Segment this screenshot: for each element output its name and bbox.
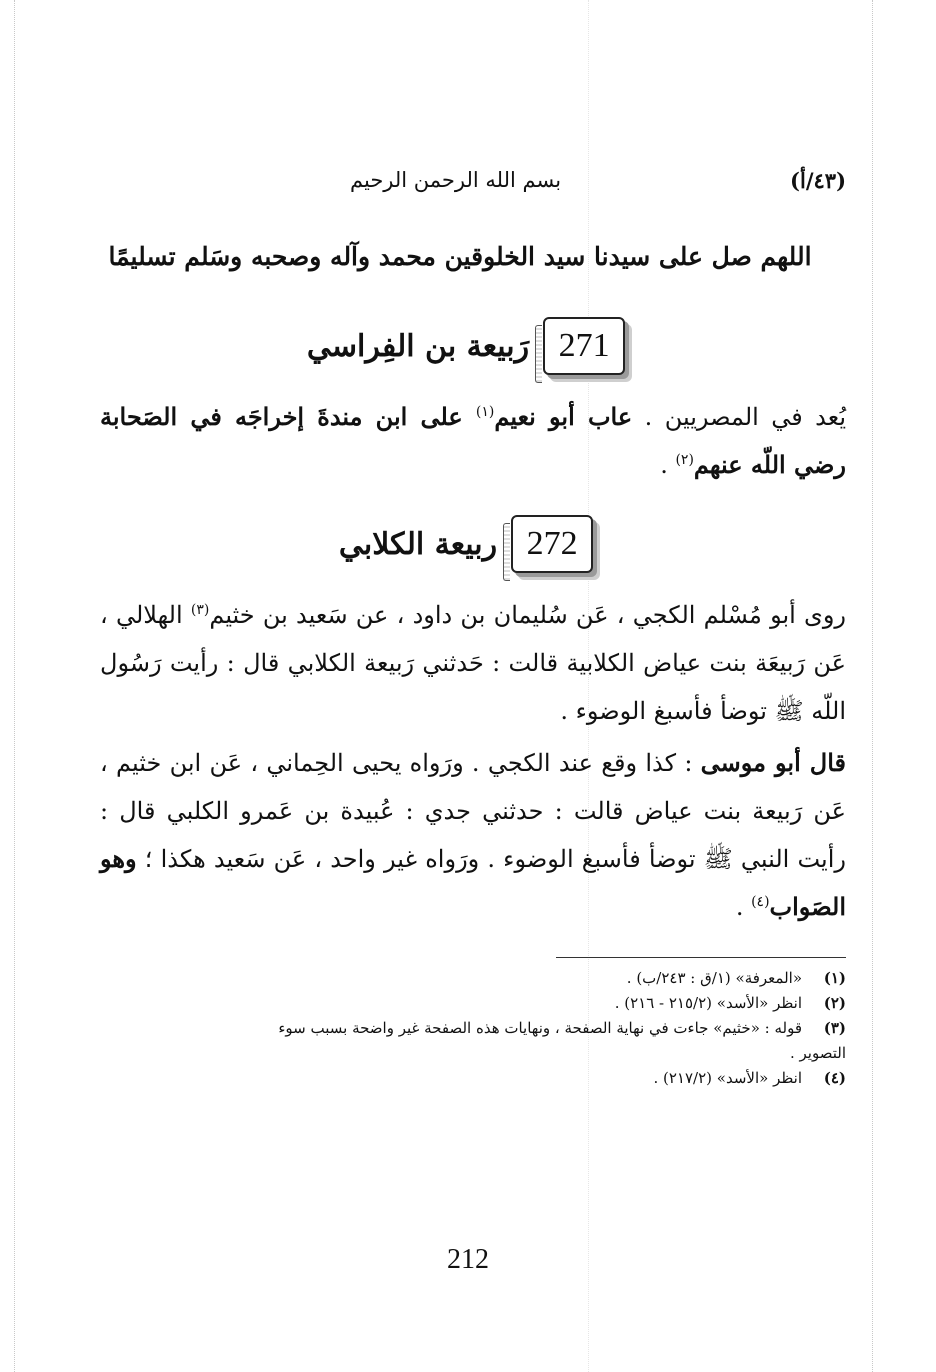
bold-run: عاب أبو نعيم xyxy=(494,402,633,431)
page-number: 212 xyxy=(447,1244,489,1275)
footnote-number: (٢) xyxy=(823,994,846,1012)
footnote-text: «المعرفة» (١/ق : ٢٤٣/ب) . xyxy=(626,969,802,987)
entry-272-paragraph-1 xyxy=(100,591,846,735)
entry-number-box xyxy=(511,515,593,573)
text-run: : كذا وقع عند الكجي . ورَواه يحيى الحِماني ، عَن ابن خثيم ، عَن رَبيعة بنت عياض قالت : حدثني جدي : عُبيدة بن عَمرو الكلبي قال : رأيت النبي ﷺ توضأ فأسبغ الوضوء . ورَواه غير واحد ، عَن سَعيد هكذا ؛ xyxy=(100,749,846,873)
entry-272-heading xyxy=(100,515,846,573)
basmala: بسم الله الرحمن الرحيم xyxy=(350,168,562,192)
folio-marker: (٤٣/أ) xyxy=(790,167,846,193)
entry-title: ربيعة الكلابي xyxy=(338,526,498,562)
text-run: يُعد في المصريين . xyxy=(632,403,847,431)
text-run: روى أبو مُسْلم الكجي ، عَن سُليمان بن داود ، عن سَعيد بن خثيم xyxy=(209,601,846,629)
footnote-text: قوله : «خثيم» جاءت في نهاية الصفحة ، ونهايات هذه الصفحة غير واضحة بسبب سوء xyxy=(278,1019,802,1037)
footnotes xyxy=(100,966,846,1091)
right-margin-dots xyxy=(872,0,873,1372)
entry-number: 271 xyxy=(558,327,610,364)
page-header xyxy=(100,160,846,200)
footnote-ref: (٤) xyxy=(751,894,770,910)
text-run: الهلالي ، عَن رَبيعَة بنت عياض الكلابية قالت : حَدثني رَبيعة الكلابي قال : رأيت رَسُول اللّه ﷺ توضأ فأسبغ الوضوء . xyxy=(100,601,846,725)
footnote xyxy=(100,1066,846,1091)
footnote-number: (٣) xyxy=(823,1019,846,1037)
bold-run: قال أبو موسى xyxy=(700,748,846,777)
bold-run: وهو الصَواب xyxy=(100,844,846,921)
left-margin-dots xyxy=(14,0,15,1372)
entry-number-box xyxy=(543,317,625,375)
footnote-text: انظر «الأسد» (٢١٧/٢) . xyxy=(653,1069,802,1087)
page-body xyxy=(100,160,846,1091)
entry-title: رَبيعة بن الفِراسي xyxy=(306,328,530,364)
entry-272-paragraph-2 xyxy=(100,739,846,931)
footnote xyxy=(100,1016,846,1041)
salat-line: اللهم صل على سيدنا سيد الخلوقين محمد وآله وصحبه وسَلم تسليمًا xyxy=(108,242,812,271)
footnote xyxy=(100,966,846,991)
footnote-number: (١) xyxy=(823,969,846,987)
entry-number: 272 xyxy=(526,525,578,562)
text-run: . xyxy=(660,451,676,479)
footnote-continuation xyxy=(100,1041,846,1066)
bold-run: على ابن مندةَ إخراجَه في الصَحابة رضي اللّه عنهم xyxy=(100,402,846,479)
footnote-rule xyxy=(556,957,846,958)
footnote-number: (٤) xyxy=(823,1069,846,1087)
entry-271-heading xyxy=(100,317,846,375)
footnote-ref: (٣) xyxy=(190,602,210,618)
text-run: . xyxy=(735,893,752,921)
footnote xyxy=(100,991,846,1016)
footnote-text: انظر «الأسد» (٢١٥/٢ - ٢١٦) . xyxy=(614,994,802,1012)
footnote-ref: (٢) xyxy=(675,452,694,468)
entry-271-text xyxy=(100,393,846,489)
footnote-text: التصوير . xyxy=(789,1044,846,1062)
footnote-ref: (١) xyxy=(475,404,495,420)
